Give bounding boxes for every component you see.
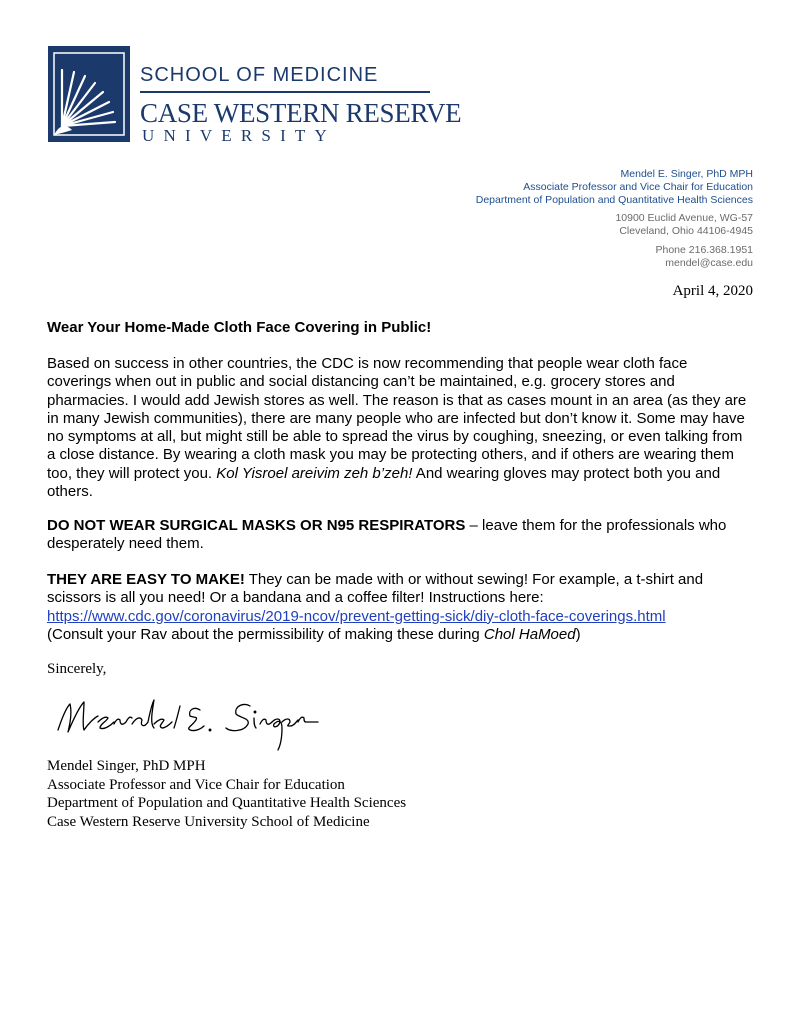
paragraph-no-surgical-masks — [47, 517, 747, 554]
paragraph1-italic: Kol Yisroel areivim zeh b’zeh! — [216, 464, 413, 482]
logo-case-western-reserve: CASE WESTERN RESERVE — [140, 98, 462, 128]
paragraph3-bold: THEY ARE EASY TO MAKE! — [47, 571, 245, 588]
letterhead-address2: Cleveland, Ohio 44106-4945 — [619, 225, 753, 238]
logo-divider — [140, 91, 430, 93]
headline: Wear Your Home-Made Cloth Face Covering in Public! — [47, 319, 432, 336]
consult-italic: Chol HaMoed — [483, 625, 576, 643]
letterhead-email: mendel@case.edu — [665, 256, 753, 269]
signer-title: Associate Professor and Vice Chair for Education — [47, 776, 345, 793]
university-logo — [48, 46, 462, 146]
signature-block — [47, 757, 406, 832]
paragraph1-tail: And wearing gloves may protect both you and others. — [47, 464, 721, 501]
closing: Sincerely, — [47, 661, 107, 677]
consult-before: (Consult your Rav about the permissibility of making these during — [47, 625, 484, 643]
consult-after: ) — [575, 625, 581, 643]
sunburst-emblem-icon — [48, 46, 130, 142]
letterhead-department: Department of Population and Quantitative Health Sciences — [475, 193, 753, 206]
paragraph-cdc-recommendation — [47, 355, 747, 501]
letterhead-address1: 10900 Euclid Avenue, WG-57 — [615, 212, 753, 225]
handwritten-signature — [50, 688, 320, 754]
letterhead-title: Associate Professor and Vice Chair for Education — [523, 180, 753, 193]
letter-date: April 4, 2020 — [672, 283, 753, 299]
signer-department: Department of Population and Quantitative Health Sciences — [47, 795, 407, 812]
paragraph1-text: Based on success in other countries, the CDC is now recommending that people wear cloth face coverings when out in public and social distancing can’t be maintained, e.g. grocery stores and pharmacies. I would add Jewish stores as well. The reason is that as cases mount in an area (as they are in many Jewish communities), there are many people who are infected but don’t know it. Some may have no symptoms at all, but might still be able to spread the virus by coughing, sneezing, or even talking from a close distance. By wearing a cloth mask you may be protecting others, and if others are wearing them too, they will protect you. — [47, 355, 747, 482]
paragraph2-text: – leave them for the professionals who desperately need them. — [47, 517, 727, 553]
signer-name: Mendel Singer, PhD MPH — [47, 758, 206, 774]
letterhead-contact — [476, 168, 753, 270]
letterhead-phone: Phone 216.368.1951 — [655, 243, 753, 256]
paragraph2-bold: DO NOT WEAR SURGICAL MASKS OR N95 RESPIRATORS — [47, 517, 466, 534]
cdc-instructions-link[interactable]: https://www.cdc.gov/coronavirus/2019-ncov/prevent-getting-sick/diy-cloth-face-coverings.html — [47, 607, 666, 625]
paragraph-easy-to-make — [47, 571, 747, 644]
logo-university: UNIVERSITY — [142, 126, 336, 145]
logo-school-of-medicine: SCHOOL OF MEDICINE — [140, 64, 379, 86]
letterhead-name: Mendel E. Singer, PhD MPH — [620, 168, 753, 180]
paragraph3-text: They can be made with or without sewing! For example, a t-shirt and scissors is all you need! Or a bandana and a coffee filter! Instructions here: — [47, 571, 704, 607]
signer-school: Case Western Reserve University School of Medicine — [47, 814, 370, 831]
